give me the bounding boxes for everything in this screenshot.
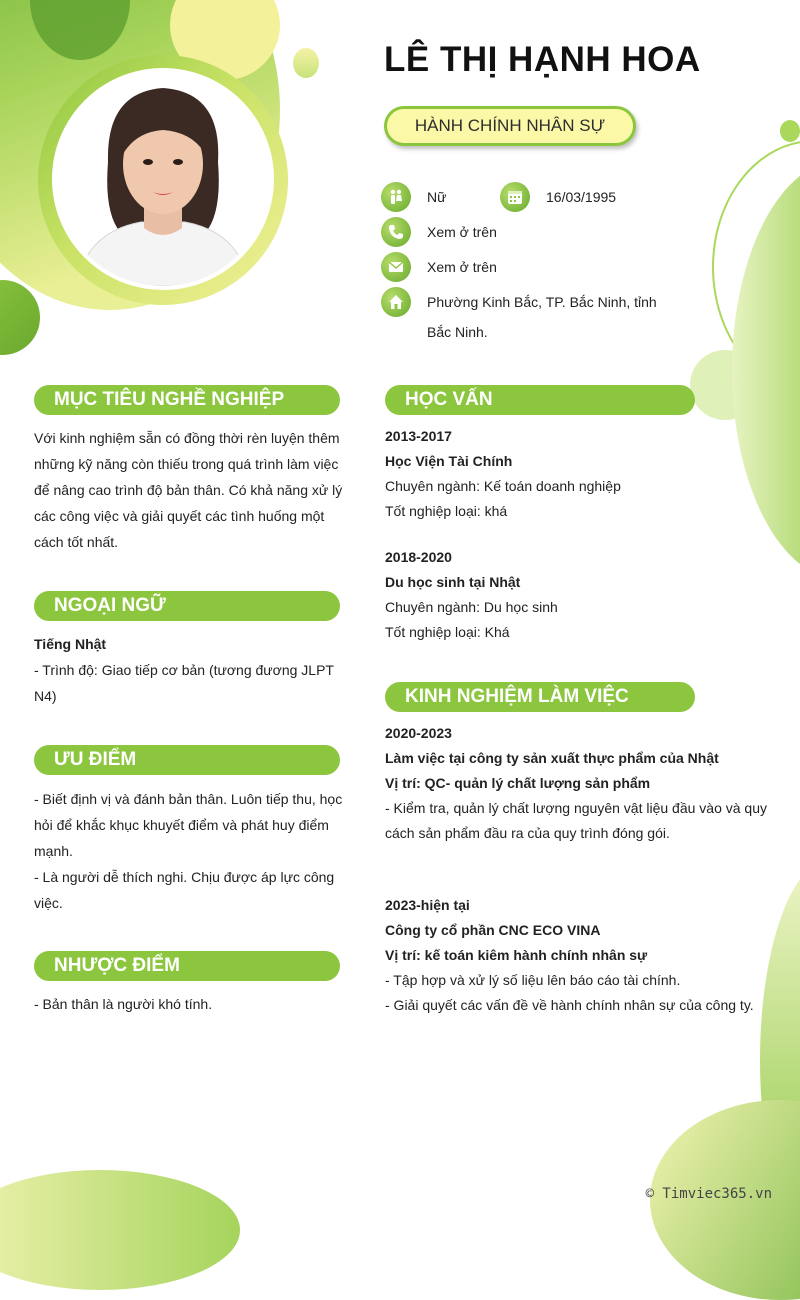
experience-line: - Giải quyết các vấn đề về hành chính nhân sự của công ty.	[385, 997, 754, 1013]
experience-heading: KINH NGHIỆM LÀM VIỆC	[385, 682, 695, 712]
experience-position: Vị trí: kế toán kiêm hành chính nhân sự	[385, 947, 648, 963]
small-bubble	[293, 48, 319, 78]
phone-icon	[381, 217, 411, 247]
language-line: - Trình độ: Giao tiếp cơ bản (tương đương JLPT	[34, 662, 334, 678]
education-item	[385, 424, 765, 524]
gender-icon	[381, 182, 411, 212]
email-text: Xem ở trên	[427, 259, 497, 275]
experience-period: 2023-hiện tại	[385, 897, 470, 913]
education-school: Du học sinh tại Nhật	[385, 574, 521, 590]
strengths-text	[34, 786, 344, 916]
education-grade: Tốt nghiệp loại: Khá	[385, 624, 510, 640]
experience-item	[385, 721, 775, 846]
portrait-illustration	[56, 72, 270, 286]
calendar-icon	[500, 182, 530, 212]
bottom-left-blob	[0, 1170, 240, 1290]
objective-line: những kỹ năng còn thiếu trong quá trình làm việc	[34, 456, 339, 472]
experience-line: cách sản phẩm đầu ra của quy trình đóng gói.	[385, 825, 670, 841]
experience-company: Công ty cổ phần CNC ECO VINA	[385, 922, 601, 938]
education-grade: Tốt nghiệp loại: khá	[385, 503, 508, 519]
education-school: Học Viện Tài Chính	[385, 453, 513, 469]
birthdate-text: 16/03/1995	[546, 189, 617, 205]
education-period: 2018-2020	[385, 549, 452, 565]
job-title-badge	[384, 106, 636, 146]
email-icon	[381, 252, 411, 282]
strengths-line: hỏi để khắc khục khuyết điểm và phát huy điểm	[34, 817, 329, 833]
weaknesses-line: - Bản thân là người khó tính.	[34, 996, 213, 1012]
education-major: Chuyên ngành: Kế toán doanh nghiệp	[385, 478, 621, 494]
strengths-line: việc.	[34, 895, 63, 911]
language-line: N4)	[34, 688, 57, 704]
right-small-bubble	[780, 120, 800, 142]
address-line-1: Phường Kinh Bắc, TP. Bắc Ninh, tỉnh	[427, 294, 657, 310]
address-line-2: Bắc Ninh.	[427, 324, 488, 340]
candidate-name: LÊ THỊ HẠNH HOA	[384, 40, 701, 79]
objective-line: Với kinh nghiệm sẵn có đồng thời rèn luyện thêm	[34, 430, 340, 446]
home-icon	[381, 287, 411, 317]
objective-line: các công việc và giải quyết các tình huống một	[34, 508, 325, 524]
phone-text: Xem ở trên	[427, 224, 497, 240]
job-title-text: HÀNH CHÍNH NHÂN SỰ	[414, 116, 606, 135]
language-name: Tiếng Nhật	[34, 636, 107, 652]
weaknesses-text	[34, 991, 344, 1017]
objective-text	[34, 425, 344, 555]
avatar	[52, 68, 274, 290]
strengths-line: - Là người dễ thích nghi. Chịu được áp lực công	[34, 869, 335, 885]
strengths-line: - Biết định vị và đánh bản thân. Luôn tiếp thu, học	[34, 791, 343, 807]
strengths-line: mạnh.	[34, 843, 73, 859]
left-circle	[0, 280, 40, 355]
experience-item	[385, 893, 775, 1018]
education-heading: HỌC VẤN	[385, 385, 695, 415]
education-item	[385, 545, 765, 645]
education-period: 2013-2017	[385, 428, 452, 444]
weaknesses-heading: NHƯỢC ĐIỂM	[34, 951, 340, 981]
objective-line: để nâng cao trình độ bản thân. Có khả năng xử lý	[34, 482, 343, 498]
experience-line: - Kiểm tra, quản lý chất lượng nguyên vật liệu đầu vào và quy	[385, 800, 767, 816]
experience-company: Làm việc tại công ty sản xuất thực phẩm của Nhật	[385, 750, 719, 766]
gender-text: Nữ	[427, 189, 447, 205]
objective-heading: MỤC TIÊU NGHỀ NGHIỆP	[34, 385, 340, 415]
education-major: Chuyên ngành: Du học sinh	[385, 599, 558, 615]
languages-text	[34, 631, 344, 709]
strengths-heading: ƯU ĐIỂM	[34, 745, 340, 775]
experience-line: - Tập hợp và xử lý số liệu lên báo cáo tài chính.	[385, 972, 681, 988]
experience-position: Vị trí: QC- quản lý chất lượng sản phẩm	[385, 775, 651, 791]
objective-line: cách tốt nhất.	[34, 534, 119, 550]
languages-heading: NGOẠI NGỮ	[34, 591, 340, 621]
experience-period: 2020-2023	[385, 725, 452, 741]
copyright-footer: © Timviec365.vn	[645, 1186, 772, 1202]
